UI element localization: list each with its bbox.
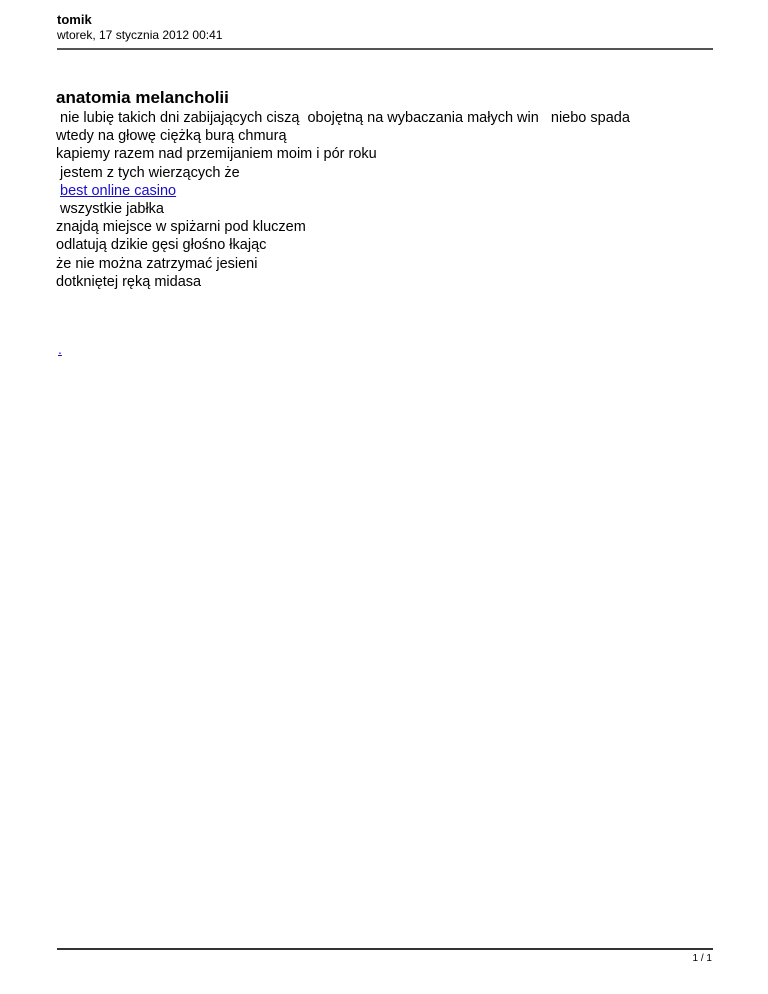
site-name: tomik <box>57 12 92 27</box>
poem-line: jestem z tych wierzących że <box>56 164 240 181</box>
page-number: 1 / 1 <box>692 953 712 964</box>
article-title: anatomia melancholii <box>56 88 229 107</box>
poem-line: kapiemy razem nad przemijaniem moim i pór roku <box>56 146 377 163</box>
poem-link-line <box>56 182 716 200</box>
poem-line: odlatują dzikie gęsi głośno łkając <box>56 237 267 254</box>
poem-line: wszystkie jabłka <box>56 201 164 218</box>
poem-line: że nie można zatrzymać jesieni <box>56 255 258 272</box>
article <box>56 88 716 291</box>
dot-link[interactable]: . <box>58 341 62 357</box>
poem-line: znajdą miejsce w spiżarni pod kluczem <box>56 219 306 236</box>
poem-line: dotkniętej ręką midasa <box>56 273 202 290</box>
casino-link[interactable]: best online casino <box>60 182 177 199</box>
poem-line: nie lubię takich dni zabijających ciszą obojętną na wybaczania małych win niebo spada <box>56 110 630 126</box>
poem-line: wtedy na głowę ciężką burą chmurą <box>56 128 287 145</box>
footer-divider <box>57 948 713 950</box>
document-header <box>57 12 713 43</box>
post-date: wtorek, 17 stycznia 2012 00:41 <box>57 28 223 42</box>
header-divider <box>57 48 713 50</box>
